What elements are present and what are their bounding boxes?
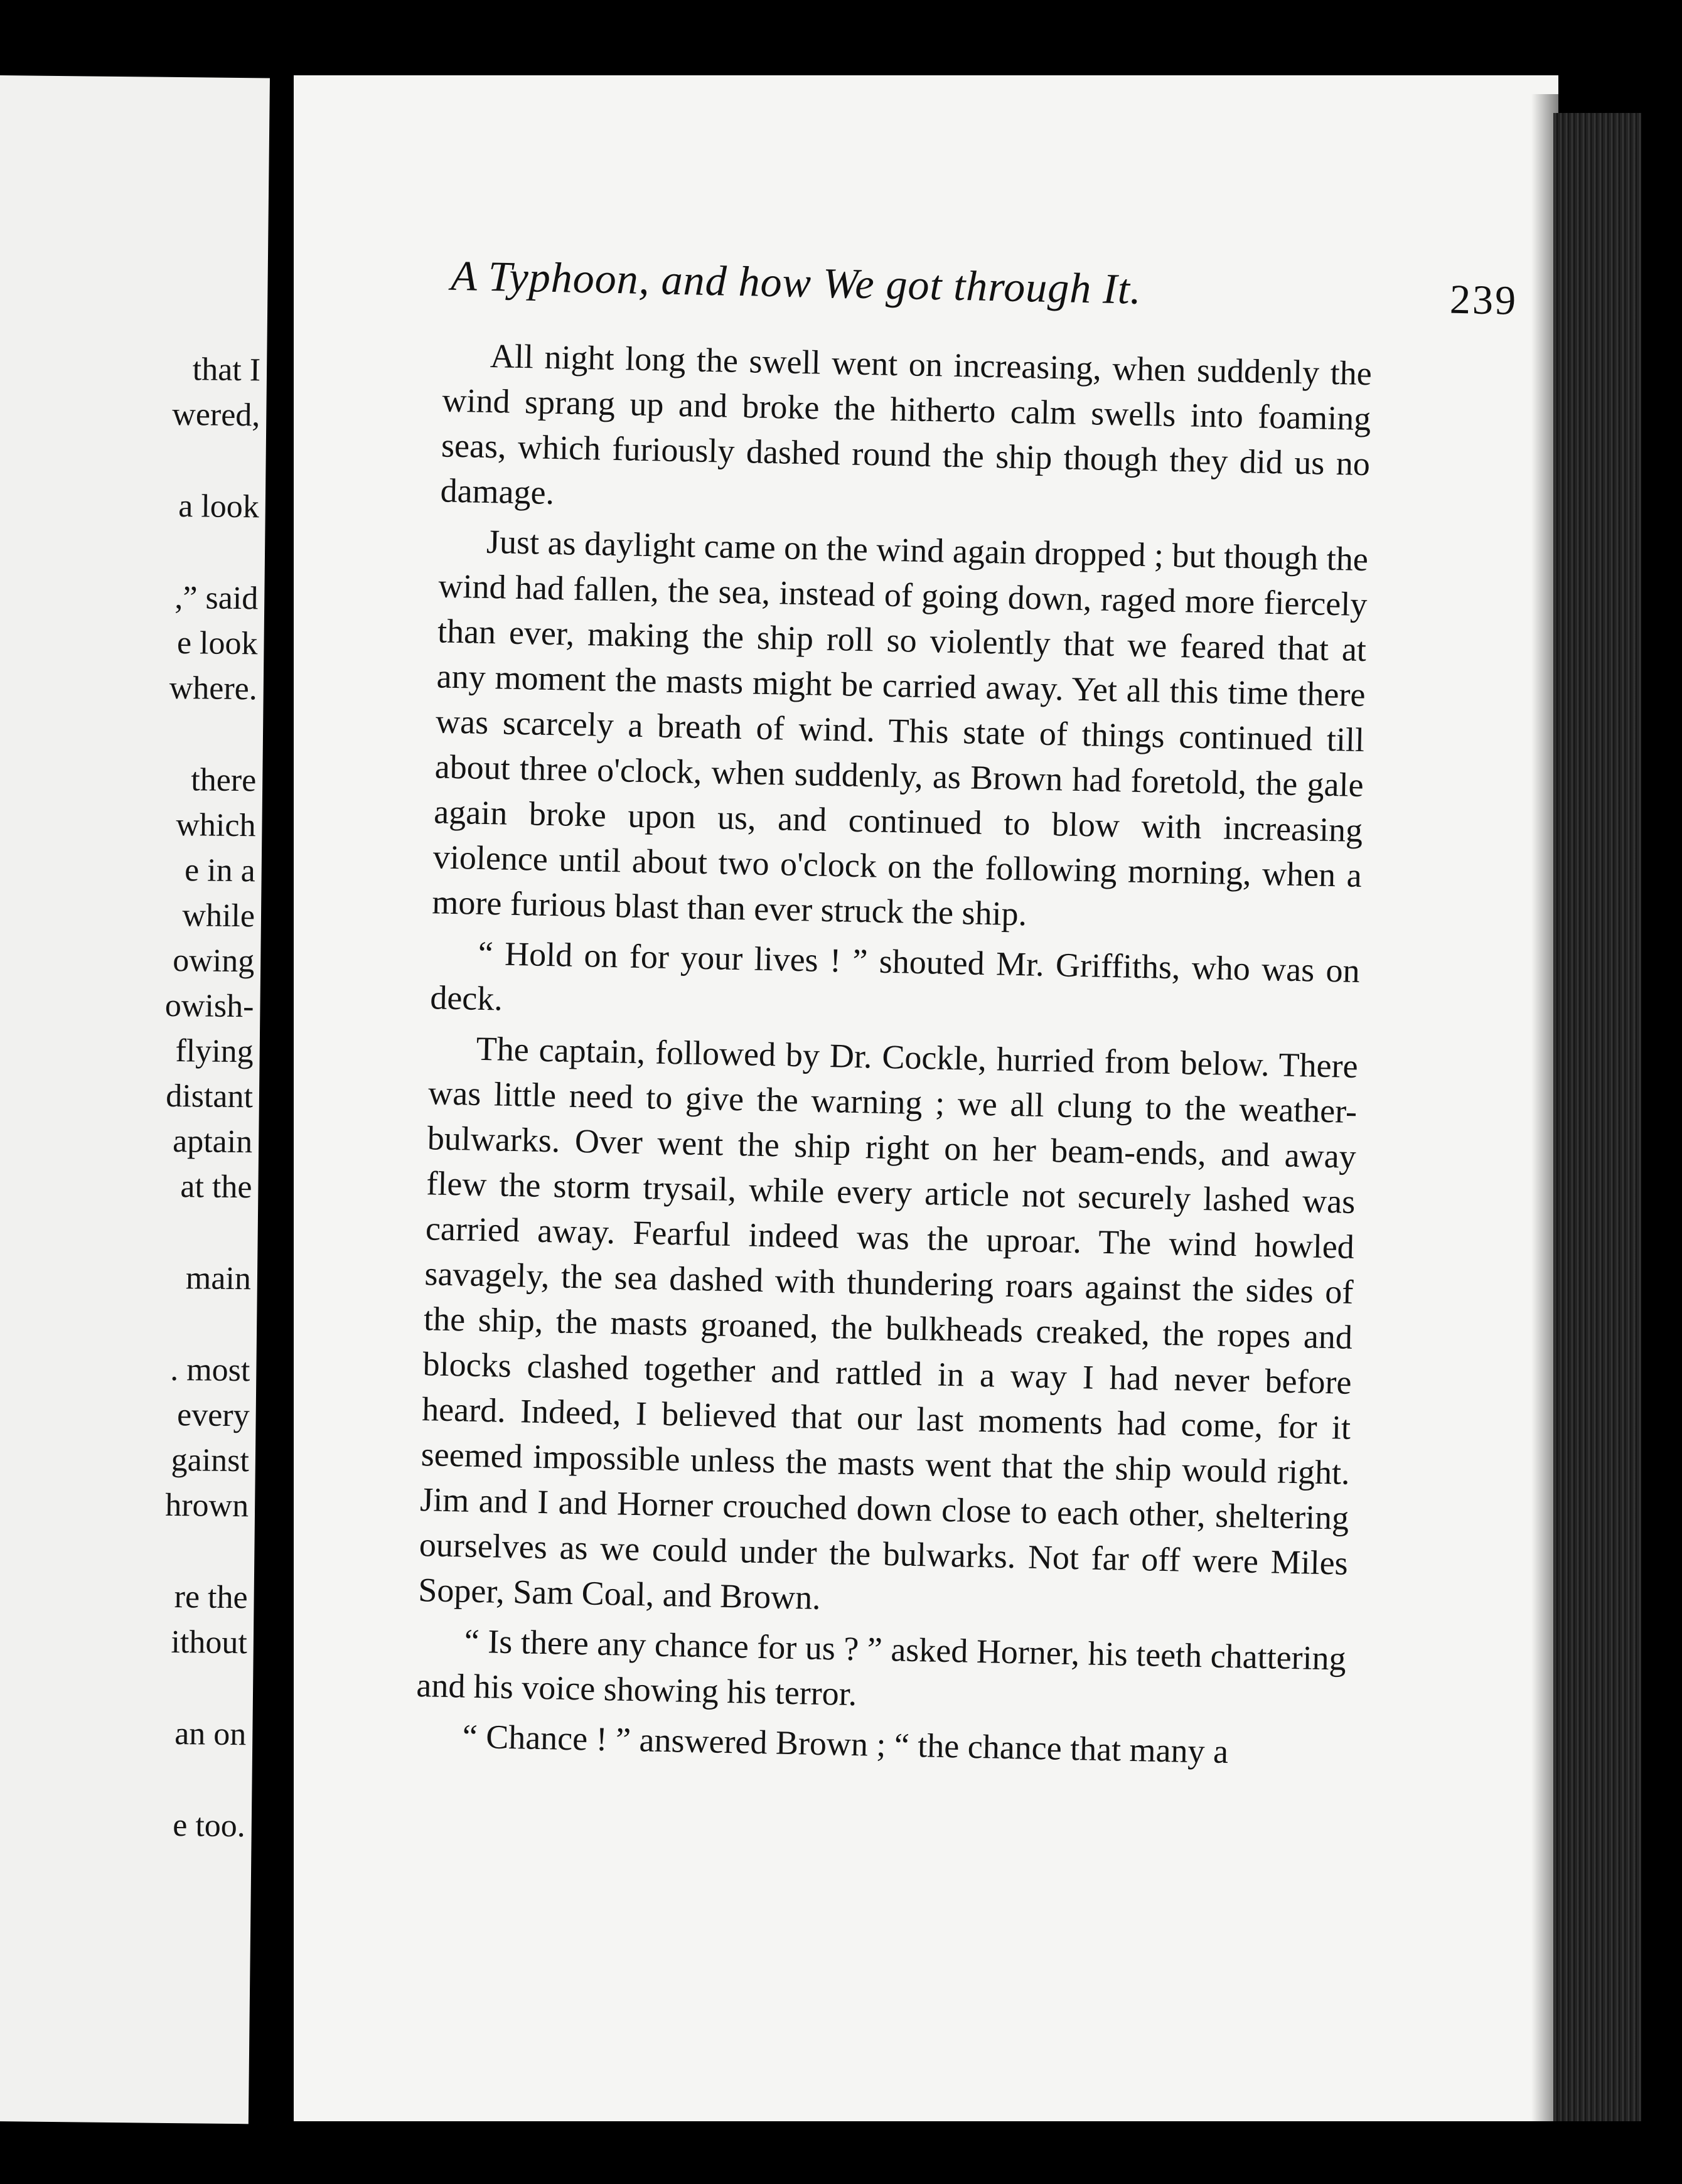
- left-page-text-fragment: owing: [172, 942, 255, 980]
- left-page-text-fragment: . most: [169, 1351, 250, 1389]
- paragraph: “ Chance ! ” answered Brown ; “ the chance that many a: [462, 1717, 1229, 1771]
- paragraph: The captain, followed by Dr. Cockle, hurried from below. There was little need to give the warning ; we all clung to the weather-bulwarks. Over went the ship right on her beam-ends, and away flew the storm trysail, while every article not securely lashed was carried away. Fearful indeed was the uproar. The wind howled savagely, the sea dashed with thundering roars against the sides of the ship, the masts groaned, the bulkheads creaked, the ropes and blocks clashed together and rattled in a way I had never before heard. Indeed, I believed that our last moments had come, for it seemed impossible unless the masts went that the ship would right. Jim and I and Horner crouched down close to each other, sheltering ourselves as we could under the bulwarks. Not far off were Miles Soper, Sam Coal, and Brown.: [417, 1029, 1359, 1617]
- left-page-text-fragment: where.: [169, 670, 258, 707]
- left-page-text-fragment: a look: [178, 488, 260, 525]
- paragraph: All night long the swell went on increasing, when suddenly the wind sprang up and broke the hitherto calm swells into foaming seas, which furiously dashed round the ship though they did us no damage.: [440, 336, 1373, 512]
- book-gutter: [270, 88, 294, 2121]
- paragraph: “ Hold on for your lives ! ” shouted Mr. Griffiths, who was on deck.: [429, 934, 1361, 1018]
- left-page-text-fragment: hrown: [164, 1487, 249, 1524]
- left-page-text-fragment: e look: [176, 625, 258, 662]
- left-page-text-fragment: wered,: [172, 396, 260, 434]
- left-page-text-fragment: while: [182, 897, 255, 934]
- left-page-text-fragment: which: [176, 807, 256, 844]
- left-page-text-fragment: gainst: [171, 1442, 250, 1479]
- running-head: [451, 251, 1518, 322]
- left-page-text-fragment: ithout: [171, 1624, 248, 1661]
- right-page-content: [294, 75, 1558, 2121]
- paragraph: “ Is there any chance for us ? ” asked Horner, his teeth chattering and his voice showing his terror.: [415, 1622, 1347, 1713]
- book-page-edges: [1553, 113, 1641, 2121]
- left-page-text-fragment: that I: [192, 351, 261, 388]
- left-page-text-fragment: distant: [166, 1078, 254, 1115]
- left-page-text-fragment: main: [185, 1260, 252, 1297]
- left-page-text-fragment: e in a: [184, 852, 256, 889]
- left-page-text-fragment: flying: [175, 1033, 254, 1070]
- left-page-text-fragment: e too.: [172, 1807, 246, 1844]
- left-page-text-fragment: ,” said: [174, 579, 259, 617]
- paragraph: Just as daylight came on the wind again dropped ; but though the wind had fallen, the sea, instead of going down, raged more fiercely than ever, making the ship roll so violently that we feared that at any moment the masts might be carried away. Yet all this time there was scarcely a breath of wind. This state of things continued till about three o'clock, when suddenly, as Brown had foretold, the gale again broke upon us, and continued to blow with increasing violence until about two o'clock on the following morning, when a more furious blast than ever struck the ship.: [431, 522, 1369, 933]
- left-page-text-fragment: every: [176, 1397, 250, 1434]
- left-page-text-fragment: there: [191, 762, 257, 799]
- left-page: [0, 75, 270, 2124]
- left-page-text-fragment: owish-: [164, 987, 254, 1025]
- page-number: 239: [1449, 276, 1518, 324]
- running-title: A Typhoon, and how We got through It.: [450, 251, 1142, 313]
- left-page-text-fragment: at the: [180, 1169, 252, 1206]
- body-text: [415, 332, 1372, 1781]
- left-page-text-fragment: re the: [174, 1579, 248, 1616]
- left-page-text-fragment: an on: [174, 1716, 247, 1753]
- right-page: [294, 75, 1558, 2121]
- left-page-text-fragment: aptain: [172, 1123, 253, 1160]
